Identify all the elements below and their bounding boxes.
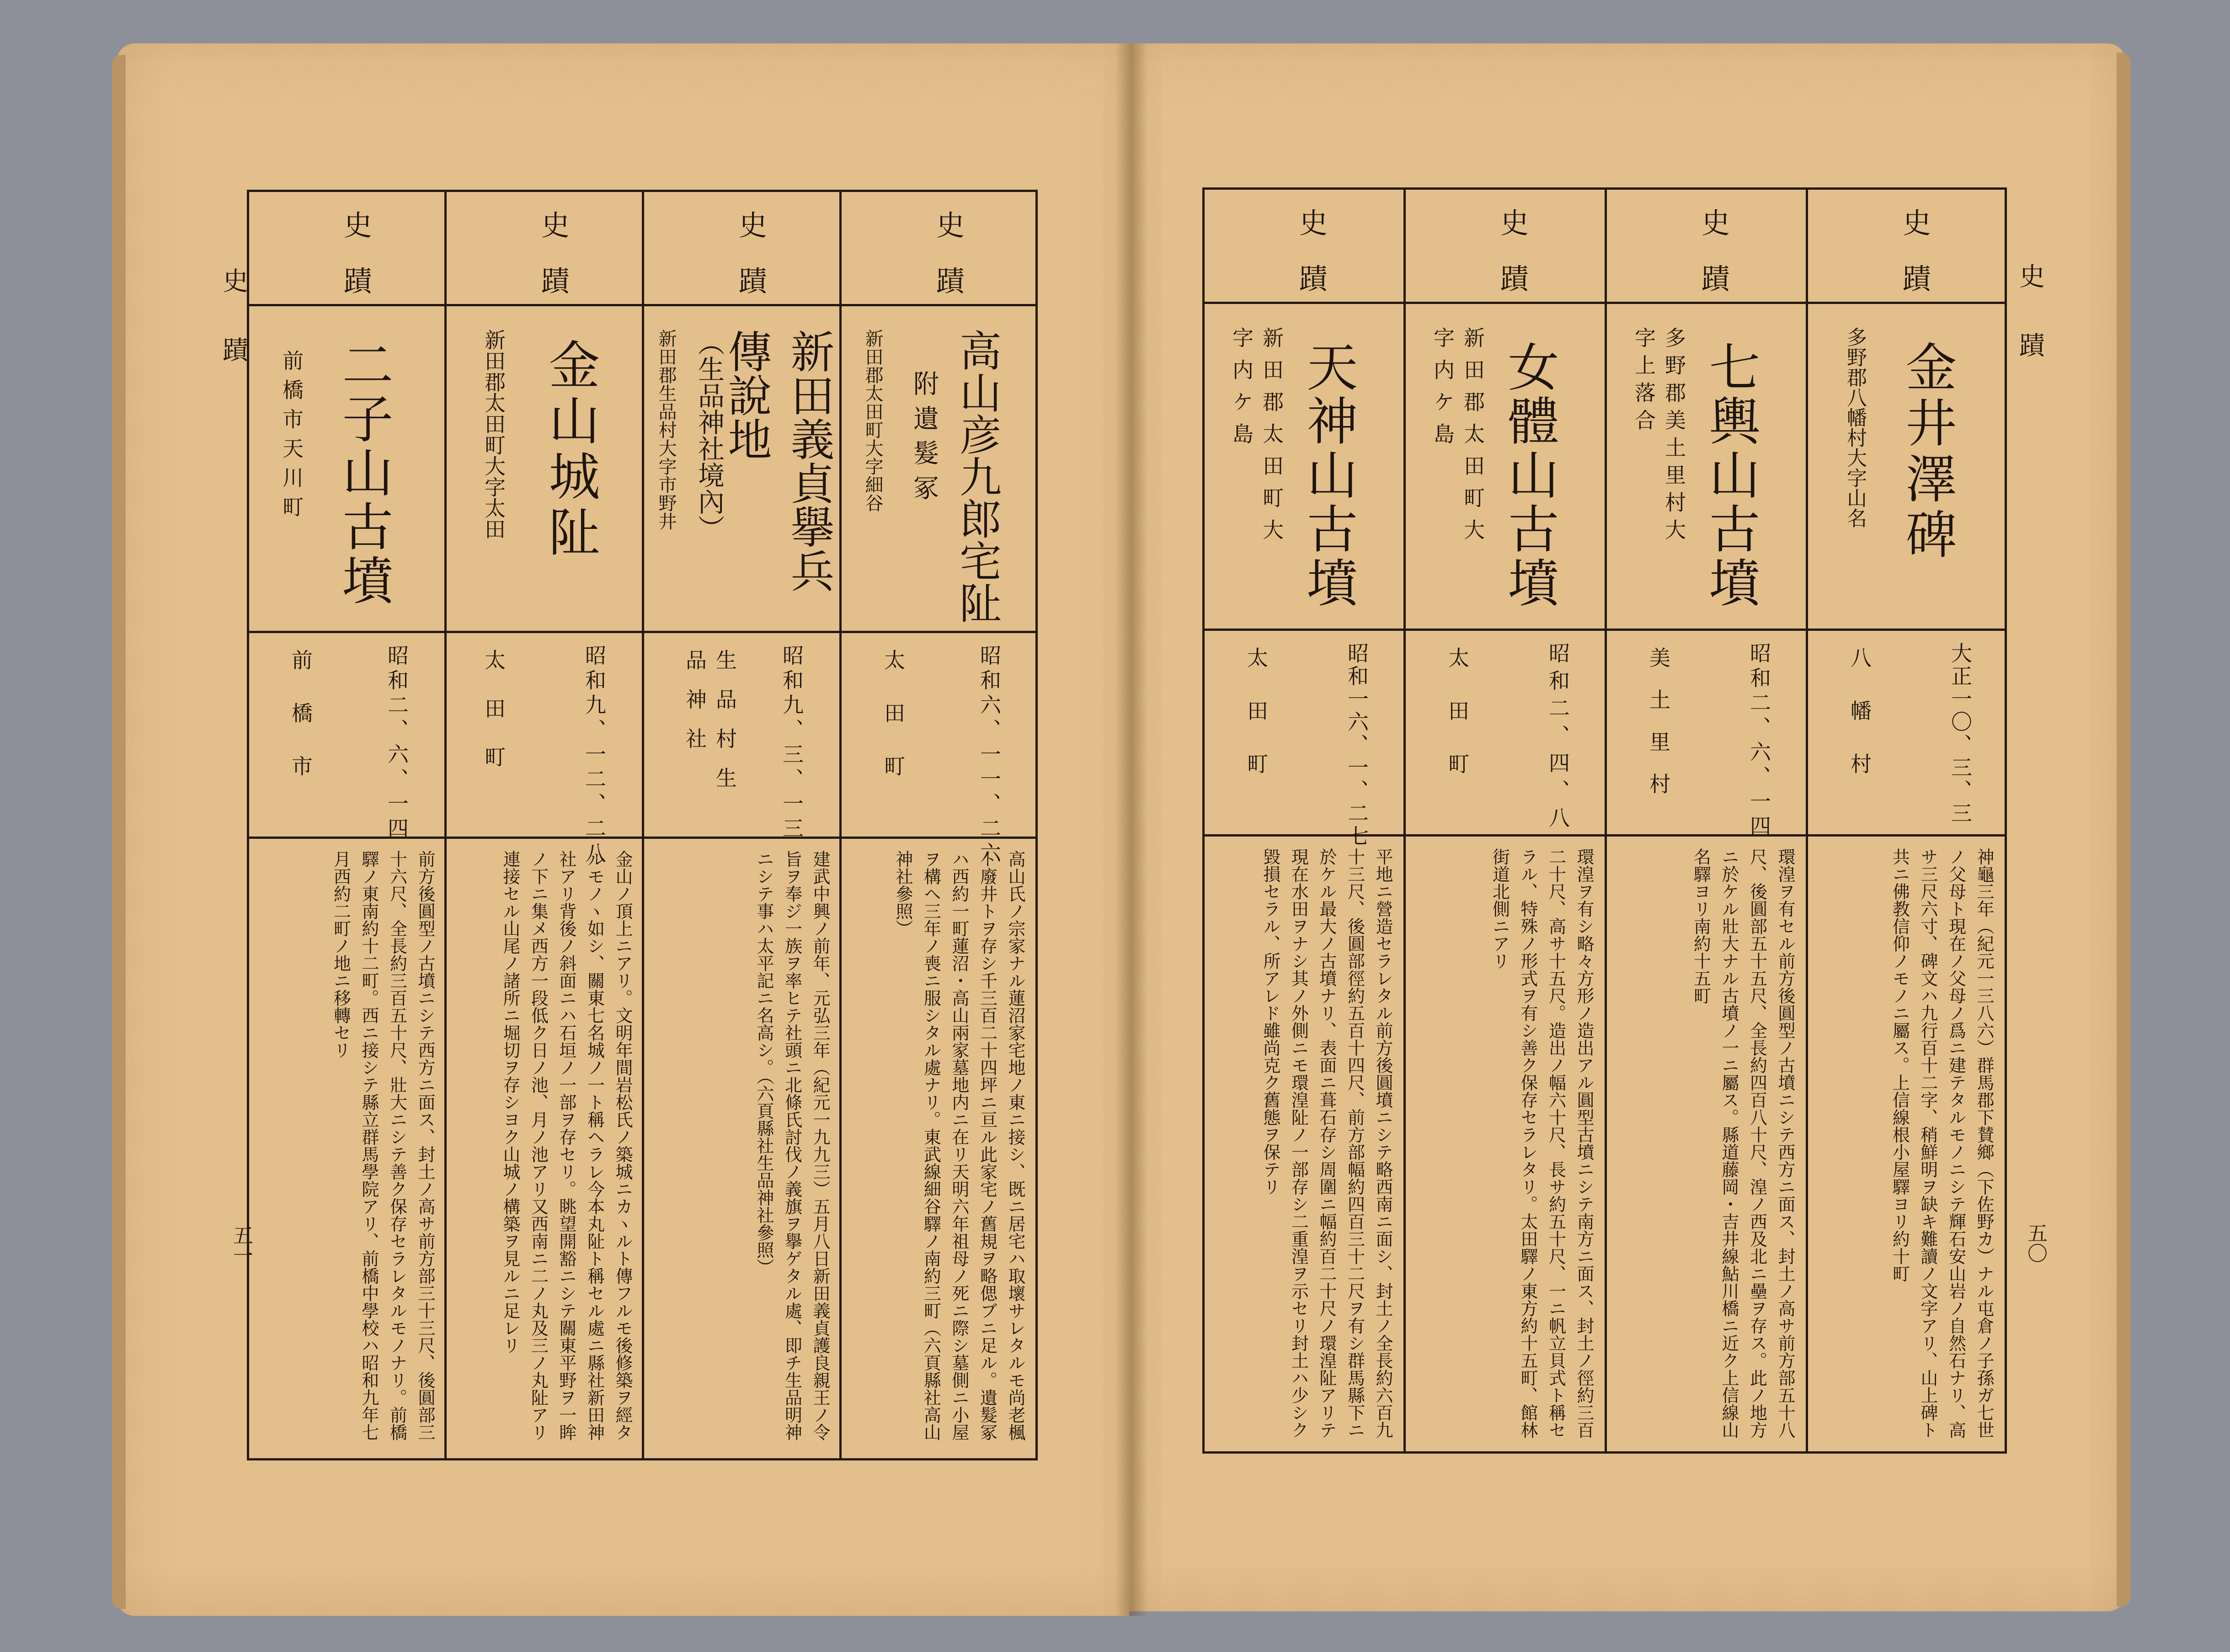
designation-date: 大正一〇、三、三 — [1948, 642, 1973, 825]
designation-date: 昭和九、一二、二八 — [582, 645, 607, 867]
site-description: 高山氏ノ宗家ナル蓮沼家宅地ノ東ニ接シ、既ニ居宅ハ取壞サレタルモ尚老楓ト廢井トヲ存シ千三百二十四坪ニ亘ル此家宅ノ舊規ヲ略偲ブニ足ル。遺髮冢ハ西約一町蓮沼・高山兩家墓地内ニ在リ天明六年祖母ノ死ニ際シ墓側ニ小屋ヲ構ヘ三年ノ喪ニ服シタル處ナリ。東武線細谷驛ノ南約三町（六頁縣社高山神社參照） — [892, 850, 1025, 1441]
entry-column — [1607, 190, 1808, 1451]
left-page-edge — [112, 55, 126, 1609]
designation-date: 昭和九、三、一三 — [779, 645, 804, 842]
entry-column — [842, 192, 1035, 1458]
custodian: 生品村生品神社 — [683, 649, 737, 806]
entry-column — [1205, 190, 1406, 1451]
custodian: 太田町 — [1445, 647, 1470, 806]
left-register-table — [247, 190, 1038, 1460]
entry-column — [1808, 190, 2005, 1451]
entry-column — [644, 192, 842, 1458]
book-gutter — [1115, 43, 1147, 1616]
custodian: 太田町 — [881, 649, 906, 808]
designation-date: 昭和二、六、一四 — [1747, 642, 1771, 840]
site-title: 二子山古墳 — [334, 338, 393, 608]
category-label: 史蹟 — [1294, 208, 1328, 320]
custodian: 美土里村 — [1646, 647, 1671, 815]
custodian: 前橋市 — [288, 649, 313, 808]
site-address: 新田郡太田町大字細谷 — [862, 329, 883, 512]
site-title: 新田義貞擧兵傳說地 — [721, 329, 835, 592]
right-running-head: 史蹟 — [2015, 263, 2045, 401]
site-description: 環湟ヲ有セル前方後圓型ノ古墳ニシテ西方ニ面ス、封土ノ高サ前方部五十八尺、後圓部五十五尺、全長約四百八十尺、湟ノ西及北ニ壘ヲ存ス。此ノ地方ニ於ケル壯大ナル古墳ノ一ニ屬ス。縣道藤岡・吉井線鮎川橋ニ近ク上信線山名驛ヨリ南約十五町 — [1691, 848, 1795, 1439]
site-title: 天神山古墳 — [1298, 341, 1358, 610]
site-title: 金井澤碑 — [1897, 341, 1957, 564]
site-description: 環湟ヲ有シ略々方形ノ造出アル圓型古墳ニシテ南方ニ面ス、封土ノ徑約三百二十尺、高サ十五尺。造出ノ幅六十尺、長サ約五十尺、一ニ帆立貝式ト稱セラル、特殊ノ形式ヲ有シ善ク保存セラレタリ。太田驛ノ東方約十五町、館林街道北側ニアリ — [1489, 848, 1594, 1439]
entry-column — [1406, 190, 1607, 1451]
site-description: 平地ニ營造セラレタル前方後圓墳ニシテ略西南ニ面シ、封土ノ全長約六百九十三尺、後圓部徑約五百十四尺、前方部幅約四百三十二尺ヲ有シ群馬縣下ニ於ケル最大ノ古墳ナリ、表面ニ葺石存シ周圍ニ幅約百二十尺ノ環湟阯アリテ現在水田ヲナシ其ノ外側ニモ環湟阯ノ一部存シ二重湟ヲ示セリ封土ハ少シク毀損セラル、所アレド雖尚克ク舊態ヲ保テリ — [1260, 848, 1393, 1439]
custodian: 太田町 — [1244, 647, 1269, 806]
site-description: 神龜三年（紀元一三八六）群馬郡下賛鄉（下佐野カ）ナル屯倉ノ子孫ガ七世ノ父母ト現在ノ父母ノ爲ニ建テタルモノニシテ輝石安山岩ノ自然石ナリ、高サ三尺六寸、碑文ハ九行百十二字、稍鮮明ヲ缺キ難讀ノ文字アリ、山上碑ト共ニ佛教信仰ノモノニ屬ス。上信線根小屋驛ヨリ約十町 — [1889, 848, 1994, 1439]
category-label: 史蹟 — [536, 210, 570, 322]
site-address: 新田郡太田町大字内ケ島 — [1229, 327, 1284, 551]
category-label: 史蹟 — [931, 210, 965, 322]
site-description: 金山ノ頂上ニアリ。文明年間岩松氏ノ築城ニカヽルト傳フルモ後修築ヲ經タルモノヽ如シ、關東七名城ノ一ト稱ヘラレ今本丸阯ト稱セル處ニ縣社新田神社アリ背後ノ斜面ニハ石垣ノ一部ヲ存セリ。眺望開豁ニシテ關東平野ヲ一眸ノ下ニ集メ西方一段低ク日ノ池、月ノ池アリ又西南ニ二ノ丸及三ノ丸阯アリ連接セル山尾ノ諸所ニ堀切ヲ存シヨク山城ノ構築ヲ見ルニ足レリ — [500, 850, 633, 1441]
site-title: 七輿山古墳 — [1701, 341, 1760, 610]
category-label: 史蹟 — [339, 210, 373, 322]
site-subtitle: （生品神社境內） — [694, 329, 725, 541]
category-label: 史蹟 — [1495, 208, 1529, 320]
site-address: 前橋市天川町 — [279, 350, 304, 525]
custodian: 太田町 — [481, 649, 506, 794]
site-description: 前方後圓型ノ古墳ニシテ西方ニ面ス、封土ノ高サ前方部三十三尺、後圓部三十六尺、全長約三百五十尺、壯大ニシテ善ク保存セラレタルモノナリ。前橋驛ノ東南約十二町。西ニ接シテ縣立群馬學院アリ、前橋中學校ハ昭和九年七月西約二町ノ地ニ移轉セリ — [331, 850, 435, 1441]
site-title: 高山彦九郎宅阯 — [953, 329, 1002, 623]
right-page-number: 五〇 — [2024, 1223, 2047, 1263]
site-description: 建武中興ノ前年、元弘三年（紀元一九九三）五月八日新田義貞護良親王ノ令旨ヲ奉ジ一族ヲ率ヒテ社頭ニ北條氏討伐ノ義旗ヲ擧ゲタル處、即チ生品明神ニシテ事ハ太平記ニ名高シ。（六頁縣社生品神社參照） — [753, 850, 830, 1441]
site-subtitle: 附遺髮冢 — [909, 370, 939, 509]
right-page-edge — [2117, 53, 2130, 1607]
category-label: 史蹟 — [734, 210, 768, 322]
right-register-table — [1202, 187, 2007, 1454]
designation-date: 昭和二、四、八 — [1546, 642, 1570, 834]
site-address: 多野郡美土里村大字上落合 — [1632, 327, 1686, 546]
left-page-number: 五一 — [229, 1225, 253, 1265]
site-address: 新田郡太田町大字太田 — [481, 329, 506, 539]
designation-date: 昭和二、六、一四 — [384, 645, 409, 842]
site-address: 多野郡八幡村大字山名 — [1843, 327, 1867, 528]
custodian: 八幡村 — [1847, 647, 1872, 806]
category-label: 史蹟 — [1697, 208, 1730, 320]
designation-date: 昭和六、一一、二六 — [977, 645, 1002, 867]
site-title: 金山城阯 — [540, 338, 600, 561]
category-label: 史蹟 — [1898, 208, 1931, 320]
site-address: 新田郡太田町大字内ケ島 — [1430, 327, 1485, 551]
entry-column — [249, 192, 447, 1458]
site-address: 新田郡生品村大字市野井 — [656, 329, 677, 530]
entry-column — [447, 192, 644, 1458]
site-title: 女體山古墳 — [1499, 341, 1559, 610]
designation-date: 昭和一六、一、二七 — [1344, 642, 1369, 848]
left-running-head: 史蹟 — [219, 267, 248, 405]
